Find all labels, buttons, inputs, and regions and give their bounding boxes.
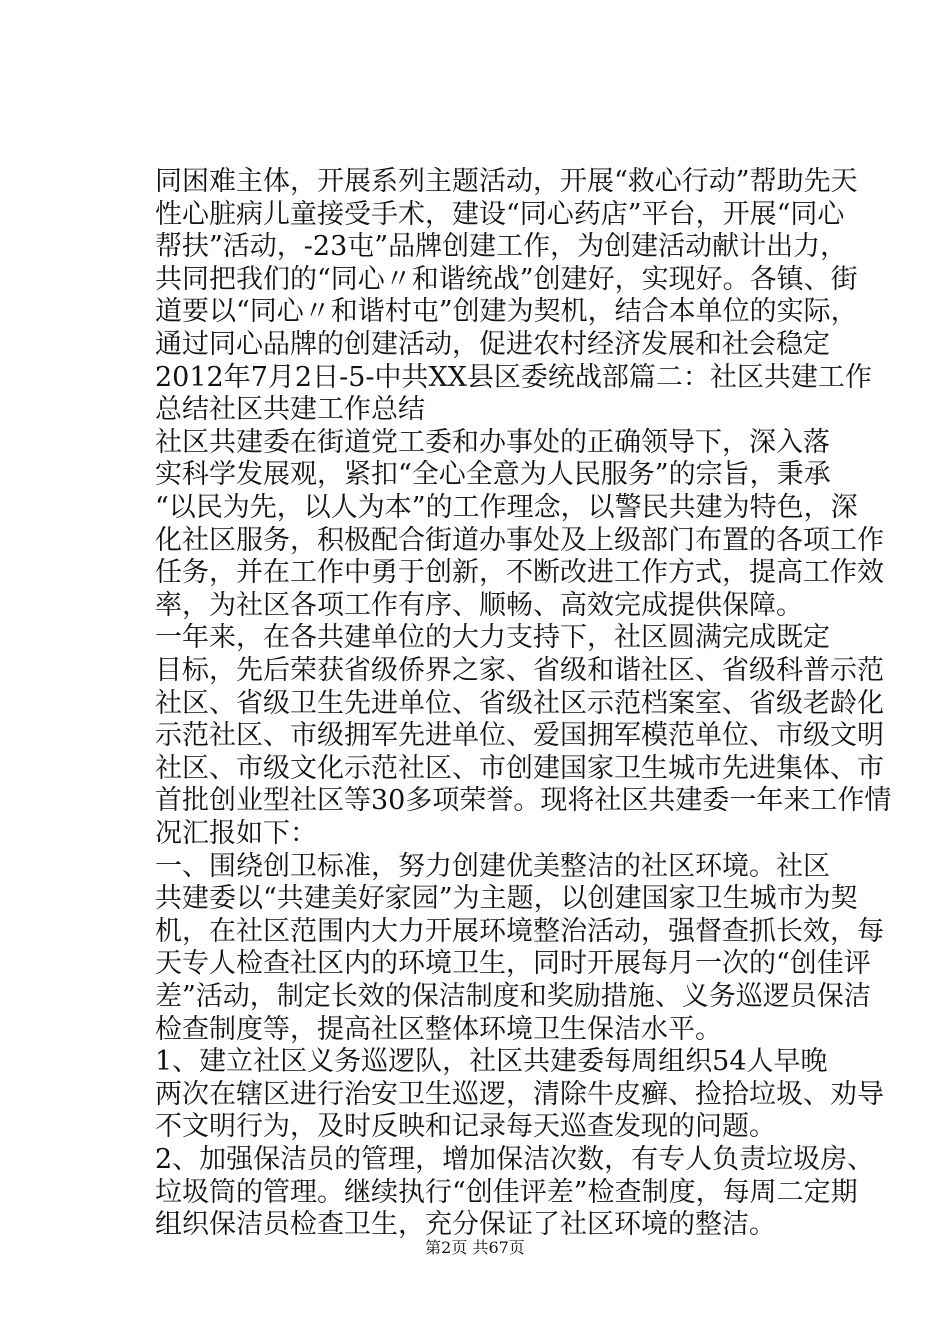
body-text-line: 性心脏病儿童接受手术，建设“同心药店”平台，开展“同心 xyxy=(155,199,845,230)
body-text-line: 2012年7月2日-5-中共XX县区委统战部篇二：社区共建工作 xyxy=(155,362,872,393)
body-text-line: 任务，并在工作中勇于创新，不断改进工作方式，提高工作效 xyxy=(155,557,884,588)
body-text-line: 2、加强保洁员的管理，增加保洁次数，有专人负责垃圾房、 xyxy=(155,1144,875,1175)
body-text-line: 1、建立社区义务巡逻队，社区共建委每周组织54人早晚 xyxy=(155,1046,828,1077)
body-text-line: 实科学发展观，紧扣“全心全意为人民服务”的宗旨，秉承 xyxy=(155,459,831,490)
body-text-line: 道要以“同心〃和谐村屯”创建为契机，结合本单位的实际， xyxy=(155,296,858,327)
body-text-line: 共同把我们的“同心〃和谐统战”创建好，实现好。各镇、街 xyxy=(155,264,858,295)
body-text-line: 垃圾筒的管理。继续执行“创佳评差”检查制度，每周二定期 xyxy=(155,1177,858,1208)
body-text-line: 社区共建委在街道党工委和办事处的正确领导下，深入落 xyxy=(155,427,830,458)
body-text-line: 况汇报如下： xyxy=(155,818,317,849)
body-text-line: 首批创业型社区等30多项荣誉。现将社区共建委一年来工作情 xyxy=(155,785,892,816)
body-text-line: “以民为先，以人为本”的工作理念，以警民共建为特色，深 xyxy=(155,492,858,523)
body-text-line: 社区、市级文化示范社区、市创建国家卫生城市先进集体、市 xyxy=(155,753,884,784)
body-text-line: 天专人检查社区内的环境卫生，同时开展每月一次的“创佳评 xyxy=(155,948,871,979)
body-text-line: 同困难主体，开展系列主题活动，开展“救心行动”帮助先天 xyxy=(155,166,858,197)
body-text-line: 通过同心品牌的创建活动，促进农村经济发展和社会稳定 xyxy=(155,329,830,360)
body-text-line: 不文明行为，及时反映和记录每天巡查发现的问题。 xyxy=(155,1111,776,1142)
body-text-line: 示范社区、市级拥军先进单位、爱国拥军模范单位、市级文明 xyxy=(155,720,884,751)
body-text-line: 组织保洁员检查卫生，充分保证了社区环境的整洁。 xyxy=(155,1209,776,1240)
body-text-line: 社区、省级卫生先进单位、省级社区示范档案室、省级老龄化 xyxy=(155,688,884,719)
body-text-line: 机，在社区范围内大力开展环境整治活动，强督查抓长效，每 xyxy=(155,916,884,947)
page-footer: 第2页 共67页 xyxy=(425,1238,525,1257)
body-text-line: 化社区服务，积极配合街道办事处及上级部门布置的各项工作 xyxy=(155,525,884,556)
body-text-line: 帮扶”活动，-23屯”品牌创建工作，为创建活动献计出力， xyxy=(155,231,848,262)
body-text-line: 率，为社区各项工作有序、顺畅、高效完成提供保障。 xyxy=(155,590,803,621)
body-text-line: 检查制度等，提高社区整体环境卫生保洁水平。 xyxy=(155,1014,722,1045)
body-text-line: 共建委以“共建美好家园”为主题，以创建国家卫生城市为契 xyxy=(155,883,858,914)
body-text-line: 目标，先后荣获省级侨界之家、省级和谐社区、省级科普示范 xyxy=(155,655,884,686)
body-text-line: 总结社区共建工作总结 xyxy=(155,394,425,425)
body-text-line: 差”活动，制定长效的保洁制度和奖励措施、义务巡逻员保洁 xyxy=(155,981,871,1012)
body-text-line: 一年来，在各共建单位的大力支持下，社区圆满完成既定 xyxy=(155,622,830,653)
body-text-line: 一、围绕创卫标准，努力创建优美整洁的社区环境。社区 xyxy=(155,851,830,882)
body-text-line: 两次在辖区进行治安卫生巡逻，清除牛皮癣、捡拾垃圾、劝导 xyxy=(155,1079,884,1110)
